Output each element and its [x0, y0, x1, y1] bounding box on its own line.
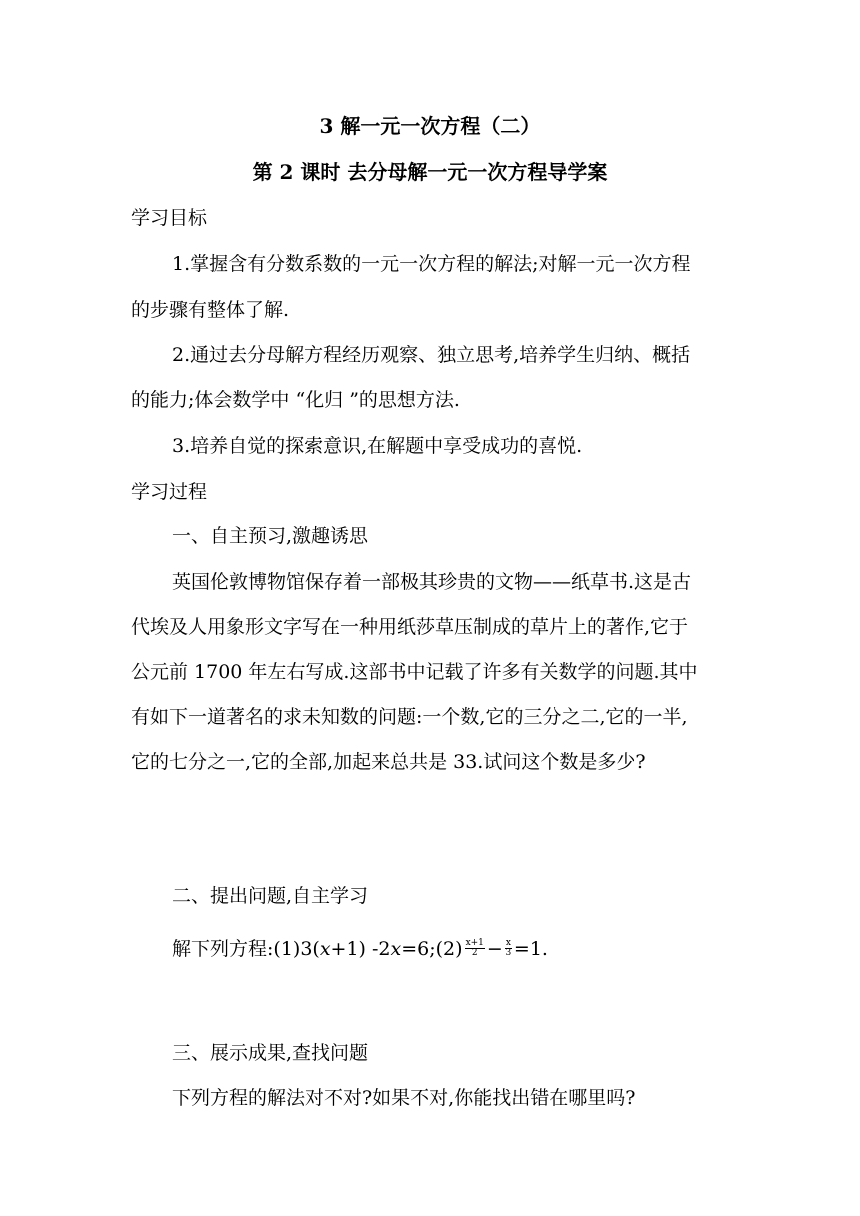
section-1-paragraph-line: 代埃及人用象形文字写在一种用纸莎草压制成的草片上的著作,它于 — [131, 616, 689, 638]
fraction-denominator: 2 — [471, 947, 478, 958]
equation-text: +1) -2 — [330, 938, 391, 960]
equation-variable: x — [390, 938, 402, 960]
process-heading: 学习过程 — [131, 481, 208, 503]
equation-prefix: 解下列方程:(1)3( — [172, 938, 320, 960]
section-1-paragraph-line: 它的七分之一,它的全部,加起来总共是 33.试问这个数是多少? — [131, 751, 646, 773]
minus-sign: − — [486, 938, 503, 960]
fraction-numerator: x+1 — [465, 937, 484, 948]
equation-suffix: =1. — [513, 938, 548, 960]
section-2-title: 二、提出问题,自主学习 — [172, 885, 369, 907]
fraction — [465, 939, 485, 958]
section-1-paragraph-line: 有如下一道著名的求未知数的问题:一个数,它的三分之二,它的一半, — [131, 706, 688, 728]
objective-2-line1: 2.通过去分母解方程经历观察、独立思考,培养学生归纳、概括 — [172, 344, 691, 366]
fraction-denominator: 3 — [505, 947, 512, 958]
document-title: 3 解一元一次方程（二） — [319, 114, 541, 138]
objective-1-line1: 1.掌握含有分数系数的一元一次方程的解法;对解一元一次方程 — [172, 253, 691, 275]
section-3-title: 三、展示成果,查找问题 — [172, 1042, 369, 1064]
objective-1-line2: 的步骤有整体了解. — [131, 299, 290, 321]
section-1-paragraph-line: 公元前 1700 年左右写成.这部书中记载了许多有关数学的问题.其中 — [131, 661, 698, 683]
document-subtitle: 第 2 课时 去分母解一元一次方程导学案 — [252, 160, 608, 184]
equation-line — [172, 937, 548, 961]
section-3-line: 下列方程的解法对不对?如果不对,你能找出错在哪里吗? — [172, 1087, 636, 1109]
fraction-numerator: x — [505, 937, 511, 948]
objective-2-line2: 的能力;体会数学中 “化归 ”的思想方法. — [131, 389, 460, 411]
fraction — [505, 939, 512, 958]
section-1-title: 一、自主预习,激趣诱思 — [172, 525, 369, 547]
section-1-paragraph-line: 英国伦敦博物馆保存着一部极其珍贵的文物——纸草书.这是古 — [172, 571, 692, 593]
equation-variable: x — [319, 938, 331, 960]
objective-3-line1: 3.培养自觉的探索意识,在解题中享受成功的喜悦. — [172, 435, 583, 457]
objectives-heading: 学习目标 — [131, 207, 208, 229]
equation-text: =6;(2) — [401, 938, 463, 960]
